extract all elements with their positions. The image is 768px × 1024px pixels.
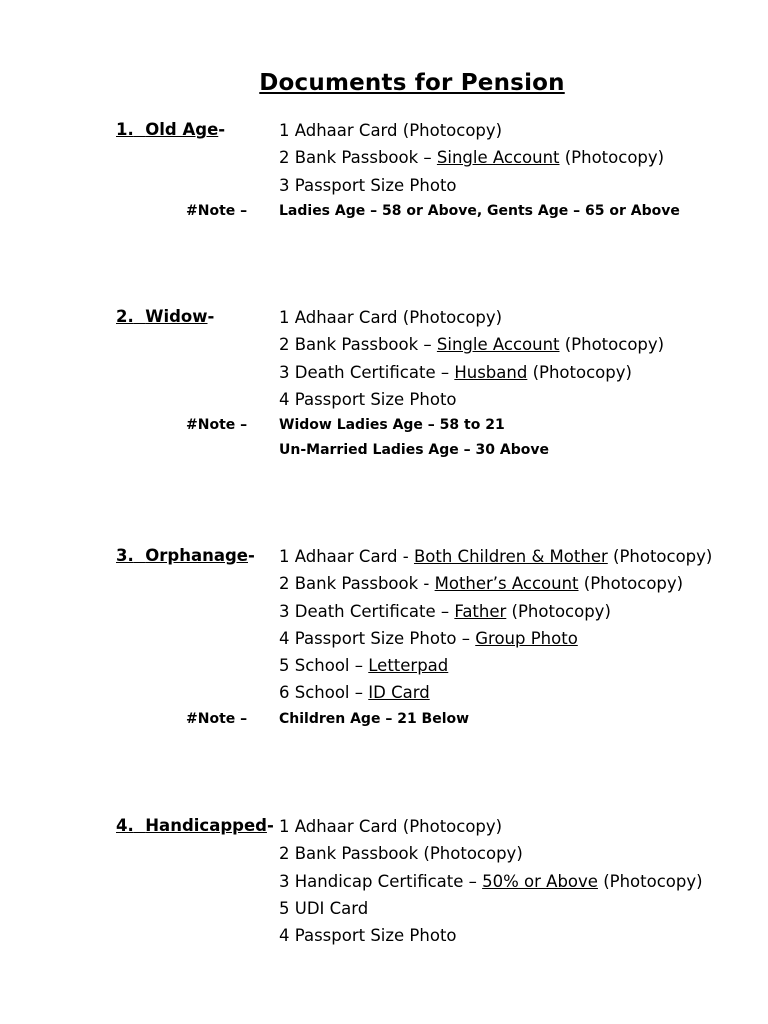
list-item: 1 Adhaar Card - Both Children & Mother (Photocopy) — [279, 547, 713, 566]
list-item: 5 School – Letterpad — [279, 656, 449, 676]
list-item: 3 Handicap Certificate – 50% or Above (Photocopy) — [279, 871, 703, 891]
document-list — [279, 813, 703, 949]
page-title: Documents for Pension — [259, 70, 565, 96]
list-item: 1 Adhaar Card (Photocopy) — [279, 308, 503, 327]
document-list — [279, 543, 712, 732]
list-item: 4 Passport Size Photo — [279, 926, 457, 946]
note-text: Widow Ladies Age – 58 to 21 — [279, 417, 505, 434]
list-item: 5 UDI Card — [279, 898, 369, 918]
list-item: 6 School – ID Card — [279, 683, 430, 703]
list-item: 3 Passport Size Photo — [279, 175, 457, 195]
section-heading: 1. Old Age- — [116, 120, 226, 139]
note-label: #Note – — [186, 711, 248, 727]
note-label: #Note – — [186, 203, 248, 219]
list-item: 3 Death Certificate – Husband (Photocopy) — [279, 362, 632, 382]
note-text: Children Age – 21 Below — [279, 710, 470, 727]
list-item: 4 Passport Size Photo — [279, 389, 457, 409]
list-item: 3 Death Certificate – Father (Photocopy) — [279, 601, 611, 621]
list-item: 2 Bank Passbook (Photocopy) — [279, 844, 523, 864]
document-list — [279, 117, 680, 224]
list-item: 2 Bank Passbook - Mother’s Account (Photocopy) — [279, 574, 684, 594]
list-item: 1 Adhaar Card (Photocopy) — [279, 121, 503, 140]
note-label: #Note – — [186, 417, 248, 433]
section-heading: 3. Orphanage- — [116, 546, 255, 565]
list-item: 2 Bank Passbook – Single Account (Photocopy) — [279, 335, 665, 355]
list-item: 4 Passport Size Photo – Group Photo — [279, 628, 578, 648]
note-text: Un-Married Ladies Age – 30 Above — [279, 442, 549, 459]
section-heading: 2. Widow- — [116, 307, 215, 326]
list-item: 1 Adhaar Card (Photocopy) — [279, 817, 503, 836]
list-item: 2 Bank Passbook – Single Account (Photocopy) — [279, 148, 665, 168]
section-heading: 4. Handicapped- — [116, 816, 274, 835]
note-text: Ladies Age – 58 or Above, Gents Age – 65 or Above — [279, 202, 680, 219]
document-list — [279, 304, 664, 463]
